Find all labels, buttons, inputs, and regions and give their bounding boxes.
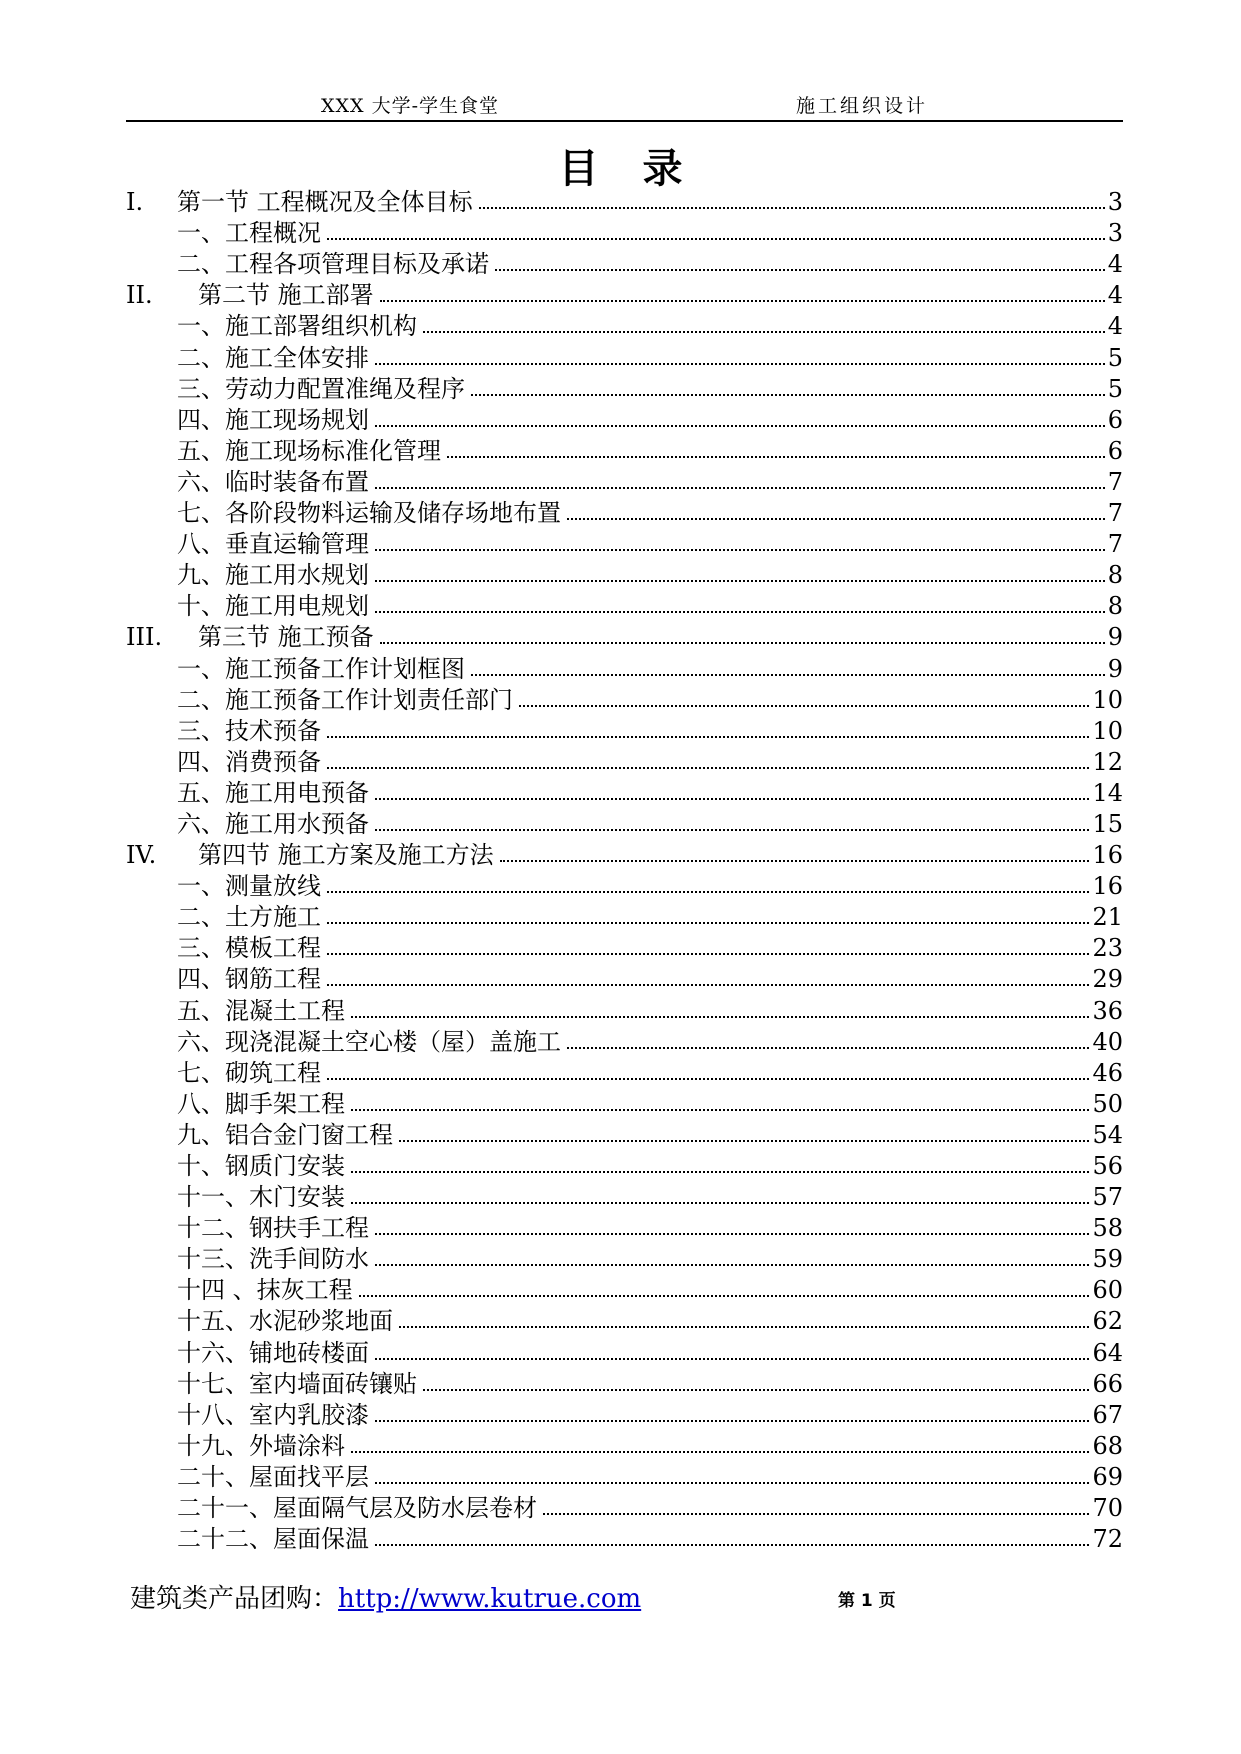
page-footer	[130, 1578, 1110, 1618]
toc-entry-number: III.	[126, 623, 163, 652]
toc-subsection-entry[interactable]	[126, 1057, 1123, 1088]
toc-entry-label: 二、施工全体安排	[177, 343, 369, 372]
toc-dot-leader	[380, 300, 1105, 302]
toc-entry-page: 6	[1107, 405, 1123, 434]
toc-subsection-entry[interactable]	[126, 590, 1123, 621]
toc-entry-label: 十八、室内乳胶漆	[177, 1400, 369, 1429]
toc-entry-label: 一、工程概况	[177, 219, 321, 248]
toc-subsection-entry[interactable]	[126, 777, 1123, 808]
toc-entry-label: 二、施工预备工作计划责任部门	[177, 685, 513, 714]
toc-entry-page: 10	[1092, 685, 1123, 714]
toc-entry-page: 21	[1092, 903, 1123, 932]
toc-dot-leader	[399, 1140, 1089, 1142]
toc-dot-leader	[471, 394, 1105, 396]
toc-entry-label: 五、施工现场标准化管理	[177, 436, 441, 465]
toc-entry-page: 58	[1092, 1214, 1123, 1243]
toc-entry-label: 七、砌筑工程	[177, 1058, 321, 1087]
toc-entry-page: 72	[1092, 1525, 1123, 1554]
toc-entry-label: 十二、钢扶手工程	[177, 1214, 369, 1243]
toc-subsection-entry[interactable]	[126, 870, 1123, 901]
toc-entry-label: 四、消费预备	[177, 747, 321, 776]
toc-dot-leader	[375, 1358, 1089, 1360]
toc-entry-label: 五、施工用电预备	[177, 778, 369, 807]
toc-subsection-entry[interactable]	[126, 497, 1123, 528]
toc-dot-leader	[375, 363, 1105, 365]
footer-promo-label: 建筑类产品团购：	[130, 1584, 339, 1614]
toc-subsection-entry[interactable]	[126, 1336, 1123, 1367]
toc-entry-label: 十七、室内墙面砖镶贴	[177, 1369, 417, 1398]
footer-link[interactable]: http://www.kutrue.com	[338, 1584, 642, 1614]
toc-entry-page: 4	[1107, 250, 1123, 279]
toc-subsection-entry[interactable]	[126, 1274, 1123, 1305]
toc-entry-label: 八、脚手架工程	[177, 1089, 345, 1118]
toc-entry-label: 六、临时装备布置	[177, 467, 369, 496]
toc-dot-leader	[399, 1326, 1089, 1328]
toc-entry-label: 一、测量放线	[177, 872, 321, 901]
toc-entry-page: 68	[1092, 1431, 1123, 1460]
toc-entry-page: 60	[1092, 1276, 1123, 1305]
toc-entry-page: 9	[1107, 623, 1123, 652]
toc-entry-label: 六、施工用水预备	[177, 809, 369, 838]
footer-promo	[130, 1578, 641, 1615]
toc-entry-page: 64	[1092, 1338, 1123, 1367]
toc-entry-page: 7	[1107, 530, 1123, 559]
toc-entry-label: 第二节 施工部署	[198, 281, 374, 310]
toc-entry-page: 4	[1107, 312, 1123, 341]
toc-dot-leader	[351, 1202, 1089, 1204]
toc-section-entry[interactable]	[126, 279, 1123, 310]
toc-subsection-entry[interactable]	[126, 715, 1123, 746]
toc-entry-label: 九、施工用水规划	[177, 561, 369, 590]
toc-entry-page: 67	[1092, 1400, 1123, 1429]
toc-entry-page: 14	[1092, 778, 1123, 807]
toc-entry-page: 10	[1092, 716, 1123, 745]
toc-subsection-entry[interactable]	[126, 1243, 1123, 1274]
toc-dot-leader	[375, 1420, 1089, 1422]
toc-entry-page: 62	[1092, 1307, 1123, 1336]
toc-subsection-entry[interactable]	[126, 1088, 1123, 1119]
toc-subsection-entry[interactable]	[126, 1181, 1123, 1212]
toc-subsection-entry[interactable]	[126, 932, 1123, 963]
toc-entry-page: 16	[1092, 872, 1123, 901]
toc-entry-label: 十九、外墙涂料	[177, 1431, 345, 1460]
toc-entry-page: 50	[1092, 1089, 1123, 1118]
toc-entry-page: 46	[1092, 1058, 1123, 1087]
toc-subsection-entry[interactable]	[126, 1150, 1123, 1181]
toc-dot-leader	[375, 549, 1105, 551]
toc-entry-page: 15	[1092, 809, 1123, 838]
toc-dot-leader	[471, 674, 1105, 676]
toc-entry-label: 三、技术预备	[177, 716, 321, 745]
header-document-name: XXX 大学-学生食堂	[321, 95, 500, 117]
toc-entry-label: 四、施工现场规划	[177, 405, 369, 434]
toc-dot-leader	[327, 891, 1089, 893]
toc-dot-leader	[351, 1451, 1089, 1453]
toc-entry-page: 16	[1092, 841, 1123, 870]
header-document-type: 施工组织设计	[796, 95, 929, 117]
toc-title: 目录	[558, 146, 727, 192]
toc-subsection-entry[interactable]	[126, 808, 1123, 839]
toc-entry-page: 9	[1107, 654, 1123, 683]
toc-section-entry[interactable]	[126, 186, 1123, 217]
toc-subsection-entry[interactable]	[126, 652, 1123, 683]
toc-entry-page: 29	[1092, 965, 1123, 994]
toc-dot-leader	[567, 518, 1105, 520]
toc-subsection-entry[interactable]	[126, 684, 1123, 715]
page-number: 第 1 页	[838, 1591, 896, 1611]
toc-dot-leader	[351, 1109, 1089, 1111]
toc-subsection-entry[interactable]	[126, 341, 1123, 372]
toc-dot-leader	[479, 207, 1105, 209]
toc-dot-leader	[327, 953, 1089, 955]
toc-entry-label: 三、模板工程	[177, 934, 321, 963]
toc-subsection-entry[interactable]	[126, 746, 1123, 777]
toc-entry-page: 69	[1092, 1462, 1123, 1491]
toc-subsection-entry[interactable]	[126, 435, 1123, 466]
toc-dot-leader	[359, 1295, 1090, 1297]
toc-subsection-entry[interactable]	[126, 528, 1123, 559]
toc-dot-leader	[327, 922, 1089, 924]
toc-entry-page: 66	[1092, 1369, 1123, 1398]
toc-entry-label: 二、土方施工	[177, 903, 321, 932]
toc-subsection-entry[interactable]	[126, 1430, 1123, 1461]
toc-entry-label: 五、混凝土工程	[177, 996, 345, 1025]
toc-subsection-entry[interactable]	[126, 963, 1123, 994]
toc-subsection-entry[interactable]	[126, 1523, 1123, 1554]
toc-dot-leader	[375, 425, 1105, 427]
toc-entry-page: 8	[1107, 592, 1123, 621]
toc-entry-label: 十、钢质门安装	[177, 1152, 345, 1180]
toc-entry-page: 8	[1107, 561, 1123, 590]
toc-entry-page: 6	[1107, 436, 1123, 465]
toc-subsection-entry[interactable]	[126, 1119, 1123, 1150]
toc-entry-label: 七、各阶段物料运输及储存场地布置	[177, 499, 561, 528]
toc-subsection-entry[interactable]	[126, 248, 1123, 279]
toc-subsection-entry[interactable]	[126, 1368, 1123, 1399]
toc-entry-label: 九、铝合金门窗工程	[177, 1120, 393, 1149]
toc-entry-label: 二十二、屋面保温	[177, 1525, 369, 1554]
toc-entry-page: 5	[1107, 374, 1123, 403]
toc-entry-page: 12	[1092, 747, 1123, 776]
toc-entry-label: 六、现浇混凝土空心楼（屋）盖施工	[177, 1027, 561, 1056]
toc-section-entry[interactable]	[126, 839, 1123, 870]
toc-entry-label: 八、垂直运输管理	[177, 530, 369, 559]
toc-entry-label: 四、钢筋工程	[177, 965, 321, 994]
toc-entry-page: 56	[1092, 1152, 1123, 1180]
toc-entry-page: 7	[1107, 467, 1123, 496]
toc-dot-leader	[327, 1078, 1089, 1080]
toc-dot-leader	[495, 269, 1105, 271]
toc-dot-leader	[327, 736, 1089, 738]
toc-entry-label: 二、工程各项管理目标及承诺	[177, 250, 489, 279]
toc-entry-page: 4	[1107, 281, 1123, 310]
toc-dot-leader	[423, 331, 1105, 333]
toc-dot-leader	[500, 860, 1090, 862]
toc-section-entry[interactable]	[126, 621, 1123, 652]
toc-entry-label: 一、施工预备工作计划框图	[177, 654, 465, 683]
toc-entry-label: 第三节 施工预备	[198, 623, 374, 652]
toc-dot-leader	[351, 1171, 1089, 1173]
toc-entry-label: 十六、铺地砖楼面	[177, 1338, 369, 1367]
toc-subsection-entry[interactable]	[126, 466, 1123, 497]
toc-dot-leader	[375, 611, 1105, 613]
toc-entry-page: 70	[1092, 1494, 1123, 1523]
toc-dot-leader	[375, 798, 1089, 800]
toc-entry-page: 7	[1107, 499, 1123, 528]
toc-entry-page: 36	[1092, 996, 1123, 1025]
toc-dot-leader	[380, 642, 1105, 644]
toc-entry-label: 三、劳动力配置准绳及程序	[177, 374, 465, 403]
toc-dot-leader	[375, 1544, 1089, 1546]
toc-entry-label: 二十、屋面找平层	[177, 1462, 369, 1491]
toc-subsection-entry[interactable]	[126, 217, 1123, 248]
toc-entry-page: 5	[1107, 343, 1123, 372]
toc-subsection-entry[interactable]	[126, 310, 1123, 341]
toc-subsection-entry[interactable]	[126, 1461, 1123, 1492]
table-of-contents	[126, 186, 1123, 1554]
toc-subsection-entry[interactable]	[126, 373, 1123, 404]
toc-subsection-entry[interactable]	[126, 1492, 1123, 1523]
toc-dot-leader	[327, 767, 1089, 769]
toc-entry-page: 23	[1092, 934, 1123, 963]
toc-entry-label: 第四节 施工方案及施工方法	[198, 841, 494, 870]
toc-subsection-entry[interactable]	[126, 404, 1123, 435]
toc-dot-leader	[327, 238, 1105, 240]
toc-entry-page: 59	[1092, 1245, 1123, 1274]
toc-dot-leader	[351, 1016, 1089, 1018]
toc-subsection-entry[interactable]	[126, 1399, 1123, 1430]
toc-entry-number: I.	[126, 188, 144, 217]
toc-entry-label: 第一节 工程概况及全体目标	[177, 188, 473, 217]
toc-entry-label: 二十一、屋面隔气层及防水层卷材	[177, 1494, 537, 1523]
toc-dot-leader	[327, 984, 1089, 986]
toc-entry-label: 十四 、抹灰工程	[177, 1276, 353, 1305]
toc-entry-page: 57	[1092, 1183, 1123, 1212]
toc-dot-leader	[375, 487, 1105, 489]
toc-entry-page: 3	[1107, 188, 1123, 217]
toc-dot-leader	[423, 1389, 1089, 1391]
toc-subsection-entry[interactable]	[126, 1026, 1123, 1057]
toc-dot-leader	[375, 1233, 1089, 1235]
toc-dot-leader	[375, 1482, 1089, 1484]
toc-entry-page: 3	[1107, 219, 1123, 248]
toc-entry-label: 十三、洗手间防水	[177, 1245, 369, 1274]
toc-dot-leader	[375, 580, 1105, 582]
toc-dot-leader	[543, 1513, 1089, 1515]
toc-subsection-entry[interactable]	[126, 901, 1123, 932]
toc-dot-leader	[375, 829, 1089, 831]
toc-dot-leader	[519, 705, 1089, 707]
toc-entry-label: 十、施工用电规划	[177, 592, 369, 621]
toc-dot-leader	[447, 456, 1105, 458]
toc-dot-leader	[375, 1264, 1089, 1266]
toc-entry-label: 十一、木门安装	[177, 1183, 345, 1212]
toc-subsection-entry[interactable]	[126, 994, 1123, 1025]
toc-entry-label: 十五、水泥砂浆地面	[177, 1307, 393, 1336]
toc-entry-number: II.	[126, 281, 153, 310]
toc-subsection-entry[interactable]	[126, 1212, 1123, 1243]
toc-subsection-entry[interactable]	[126, 1305, 1123, 1336]
toc-entry-page: 40	[1092, 1027, 1123, 1056]
toc-subsection-entry[interactable]	[126, 559, 1123, 590]
toc-entry-label: 一、施工部署组织机构	[177, 312, 417, 341]
page-header	[126, 88, 1123, 122]
toc-entry-number: IV.	[126, 841, 157, 870]
toc-entry-page: 54	[1092, 1120, 1123, 1149]
toc-dot-leader	[567, 1047, 1089, 1049]
